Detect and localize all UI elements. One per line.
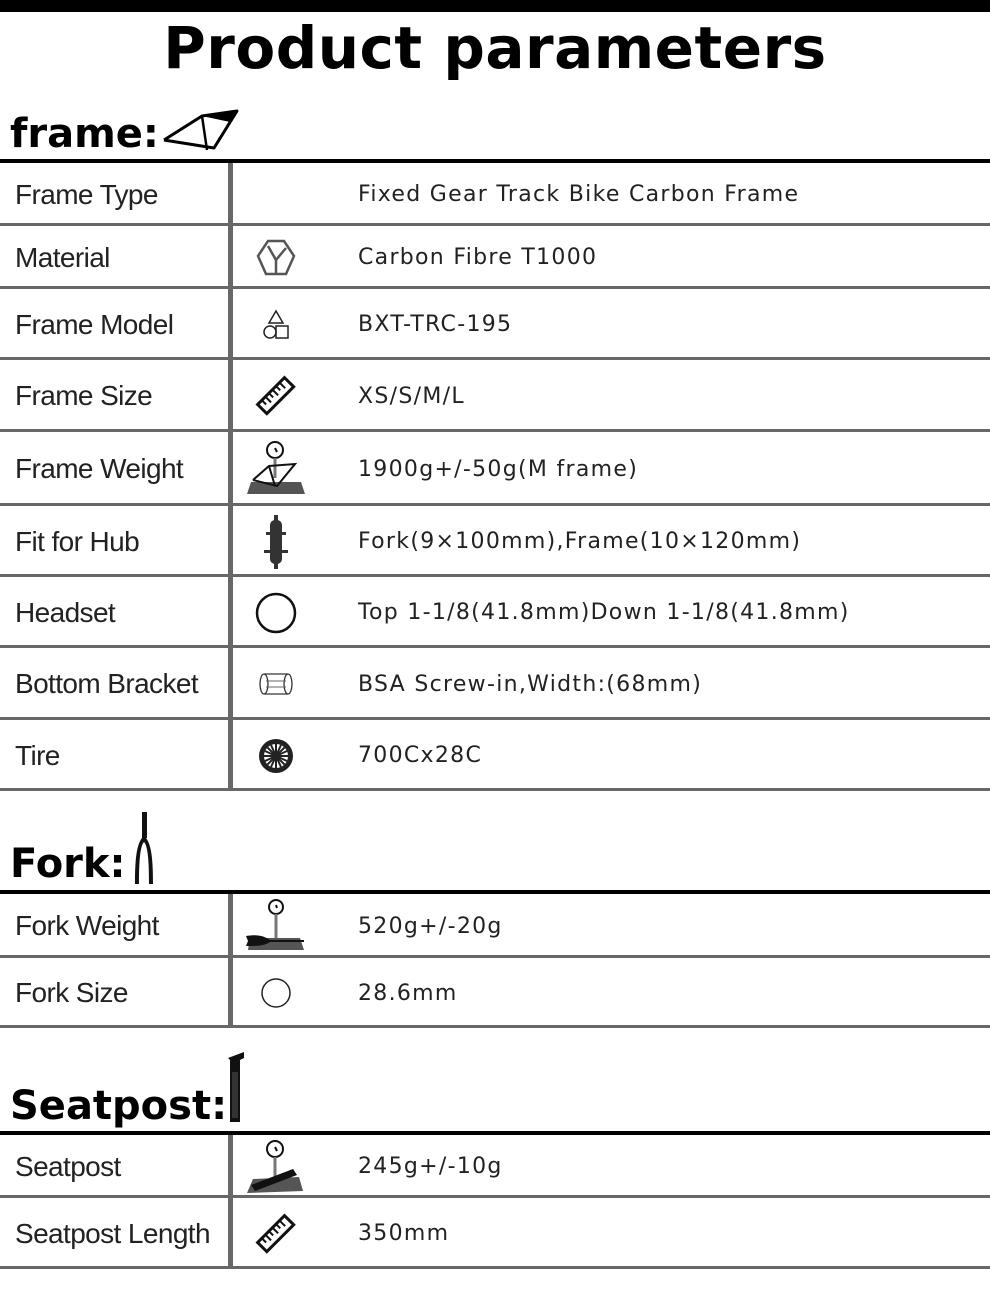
spec-value: 28.6mm: [358, 980, 458, 1006]
spec-value: BSA Screw-in,Width:(68mm): [358, 671, 703, 697]
spec-row-fork-size: [0, 958, 990, 1028]
spec-row-seatpost-weight: [0, 1135, 990, 1198]
wheel-icon: [244, 720, 308, 791]
scale-fork-icon: [244, 894, 308, 958]
scale-frame-icon: [244, 432, 308, 506]
fork-icon: [130, 812, 158, 895]
section-heading-seatpost: [10, 1084, 227, 1128]
spec-value: 245g+/-10g: [358, 1154, 503, 1179]
spec-value: BXT-TRC-195: [358, 312, 513, 337]
hub-icon: [244, 506, 308, 577]
spec-row-tire: [0, 720, 990, 791]
spec-row-headset: [0, 577, 990, 648]
spec-label: Material: [15, 241, 110, 273]
section-heading-label: Fork:: [10, 841, 126, 887]
spec-value: 1900g+/-50g(M frame): [358, 456, 639, 482]
ruler-icon: [244, 360, 308, 432]
spec-label: Frame Type: [15, 178, 158, 210]
row-divider: [0, 788, 990, 791]
section-heading-fork: [10, 842, 126, 886]
section-heading-frame: [10, 112, 159, 156]
spec-row-frame-type: [0, 163, 990, 226]
page-title: Product parameters: [163, 14, 827, 82]
bottom-bracket-icon: [244, 648, 308, 720]
spec-row-seatpost-length: [0, 1198, 990, 1269]
spec-value: 700Cx28C: [358, 743, 483, 768]
spec-label: Seatpost: [15, 1150, 121, 1182]
spec-label: Frame Model: [15, 308, 174, 340]
row-divider: [0, 1025, 990, 1028]
empty-icon-slot: [244, 163, 308, 226]
spec-label: Bottom Bracket: [15, 668, 199, 699]
shapes-icon: [244, 289, 308, 360]
spec-row-bottom-bracket: [0, 648, 990, 720]
spec-row-material: [0, 226, 990, 289]
circle-icon: [244, 958, 308, 1028]
spec-value: Top 1-1/8(41.8mm)Down 1-1/8(41.8mm): [358, 600, 850, 625]
spec-value: Fork(9×100mm),Frame(10×120mm): [358, 529, 802, 554]
spec-value: Carbon Fibre T1000: [358, 245, 598, 270]
spec-label: Tire: [15, 739, 60, 771]
spec-value: Fixed Gear Track Bike Carbon Frame: [358, 182, 800, 207]
spec-row-frame-weight: [0, 432, 990, 506]
spec-row-frame-model: [0, 289, 990, 360]
spec-label: Fork Weight: [15, 910, 159, 941]
spec-label: Fit for Hub: [15, 525, 140, 557]
bike-frame-icon: [162, 108, 240, 163]
spec-row-fork-weight: [0, 894, 990, 958]
spec-label: Frame Weight: [15, 453, 184, 484]
spec-value: 520g+/-20g: [358, 913, 503, 939]
section-heading-label: frame:: [10, 111, 159, 157]
spec-label: Headset: [15, 596, 116, 628]
spec-label: Seatpost Length: [15, 1217, 210, 1249]
section-heading-label: Seatpost:: [10, 1083, 228, 1129]
spec-value: XS/S/M/L: [358, 383, 465, 409]
spec-row-frame-size: [0, 360, 990, 432]
ruler-icon: [244, 1198, 308, 1269]
seatpost-icon: [226, 1052, 248, 1133]
carbon-weave-icon: [244, 226, 308, 289]
row-divider: [0, 1266, 990, 1269]
spec-row-fit-for-hub: [0, 506, 990, 577]
spec-label: Frame Size: [15, 380, 153, 411]
spec-label: Fork Size: [15, 977, 128, 1008]
ring-icon: [244, 577, 308, 648]
scale-seatpost-icon: [244, 1135, 308, 1198]
spec-value: 350mm: [358, 1221, 450, 1246]
